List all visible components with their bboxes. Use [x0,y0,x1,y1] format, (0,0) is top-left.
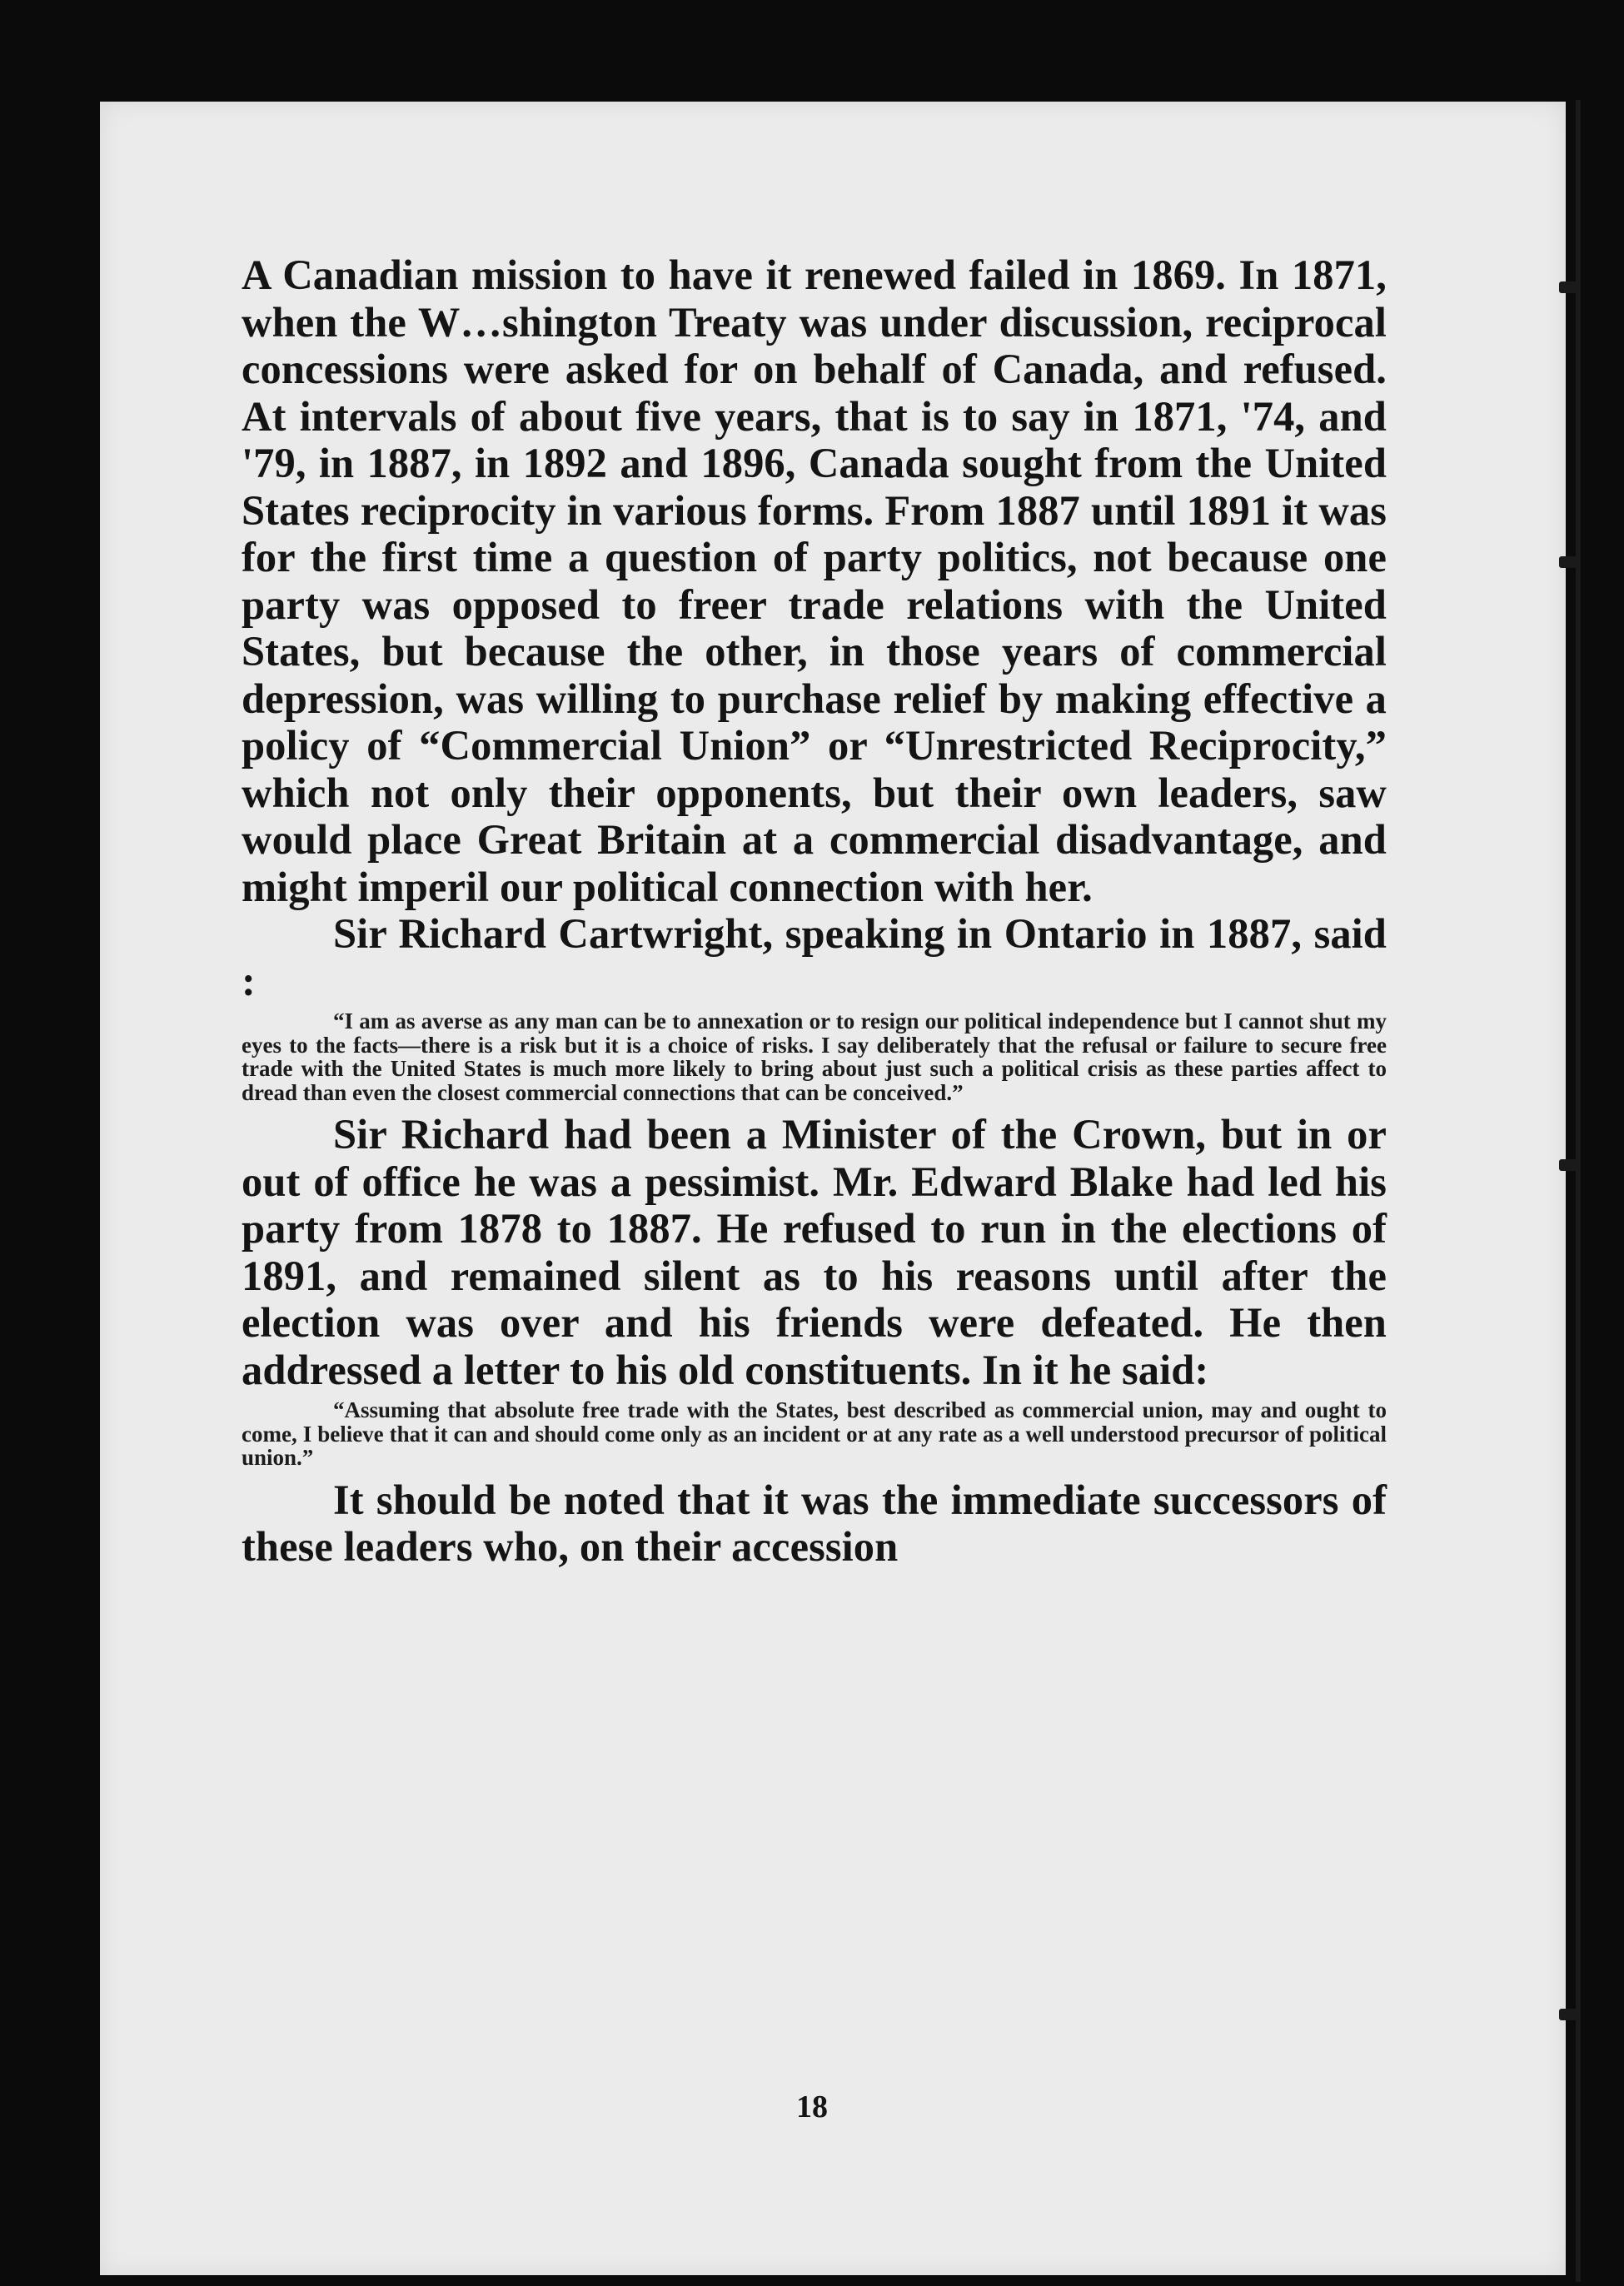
paragraph-2: Sir Richard Cartwright, speaking in Ontario in 1887, said : [242,910,1387,1004]
quotation-blake: “Assuming that absolute free trade with the States, best described as commercial union, may and ought to come, I believe that it can and should come only as an incident or at any rate as a well understood precursor of political union.” [242,1397,1387,1470]
paragraph-4: It should be noted that it was the immediate successors of these leaders who, on their accession [242,1476,1387,1570]
edge-mark [1559,1159,1577,1171]
page-text [242,252,1387,1571]
edge-mark [1559,281,1577,293]
page-edge-rule [1576,100,1581,2282]
paragraph-1: A Canadian mission to have it renewed failed in 1869. In 1871, when the W…shington Treaty was under discussion, reciprocal concessions were asked for on behalf of Canada, and refused. At intervals of about five years, that is to say in 1871, '74, and '79, in 1887, in 1892 and 1896, Canada sought from the United States reciprocity in various forms. From 1887 until 1891 it was for the first time a question of party politics, not because one party was opposed to freer trade relations with the United States, but because the other, in those years of commercial depression, was willing to purchase relief by making effective a policy of “Commercial Union” or “Unrestricted Reciprocity,” which not only their opponents, but their own leaders, saw would place Great Britain at a commercial disadvantage, and might imperil our political connection with her. [242,252,1387,910]
edge-mark [1559,556,1577,568]
page-number: 18 [796,2089,828,2124]
quotation-cartwright: “I am as averse as any man can be to annexation or to resign our political independence but I cannot shut my eyes to the facts—there is a risk but it is a choice of risks. I say deliberately that the refusal or failure to secure free trade with the United States is much more likely to bring about just such a political crisis as these parties affect to dread than even the closest commercial connections that can be conceived.” [242,1009,1387,1105]
paragraph-3: Sir Richard had been a Minister of the Crown, but in or out of office he was a pessimist. Mr. Edward Blake had led his party from 1878 to 1887. He refused to run in the elections of 1891, and remained silent as to his reasons until after the election was over and his friends were defeated. He then addressed a letter to his old constituents. In it he said: [242,1111,1387,1393]
edge-mark [1559,2009,1577,2020]
